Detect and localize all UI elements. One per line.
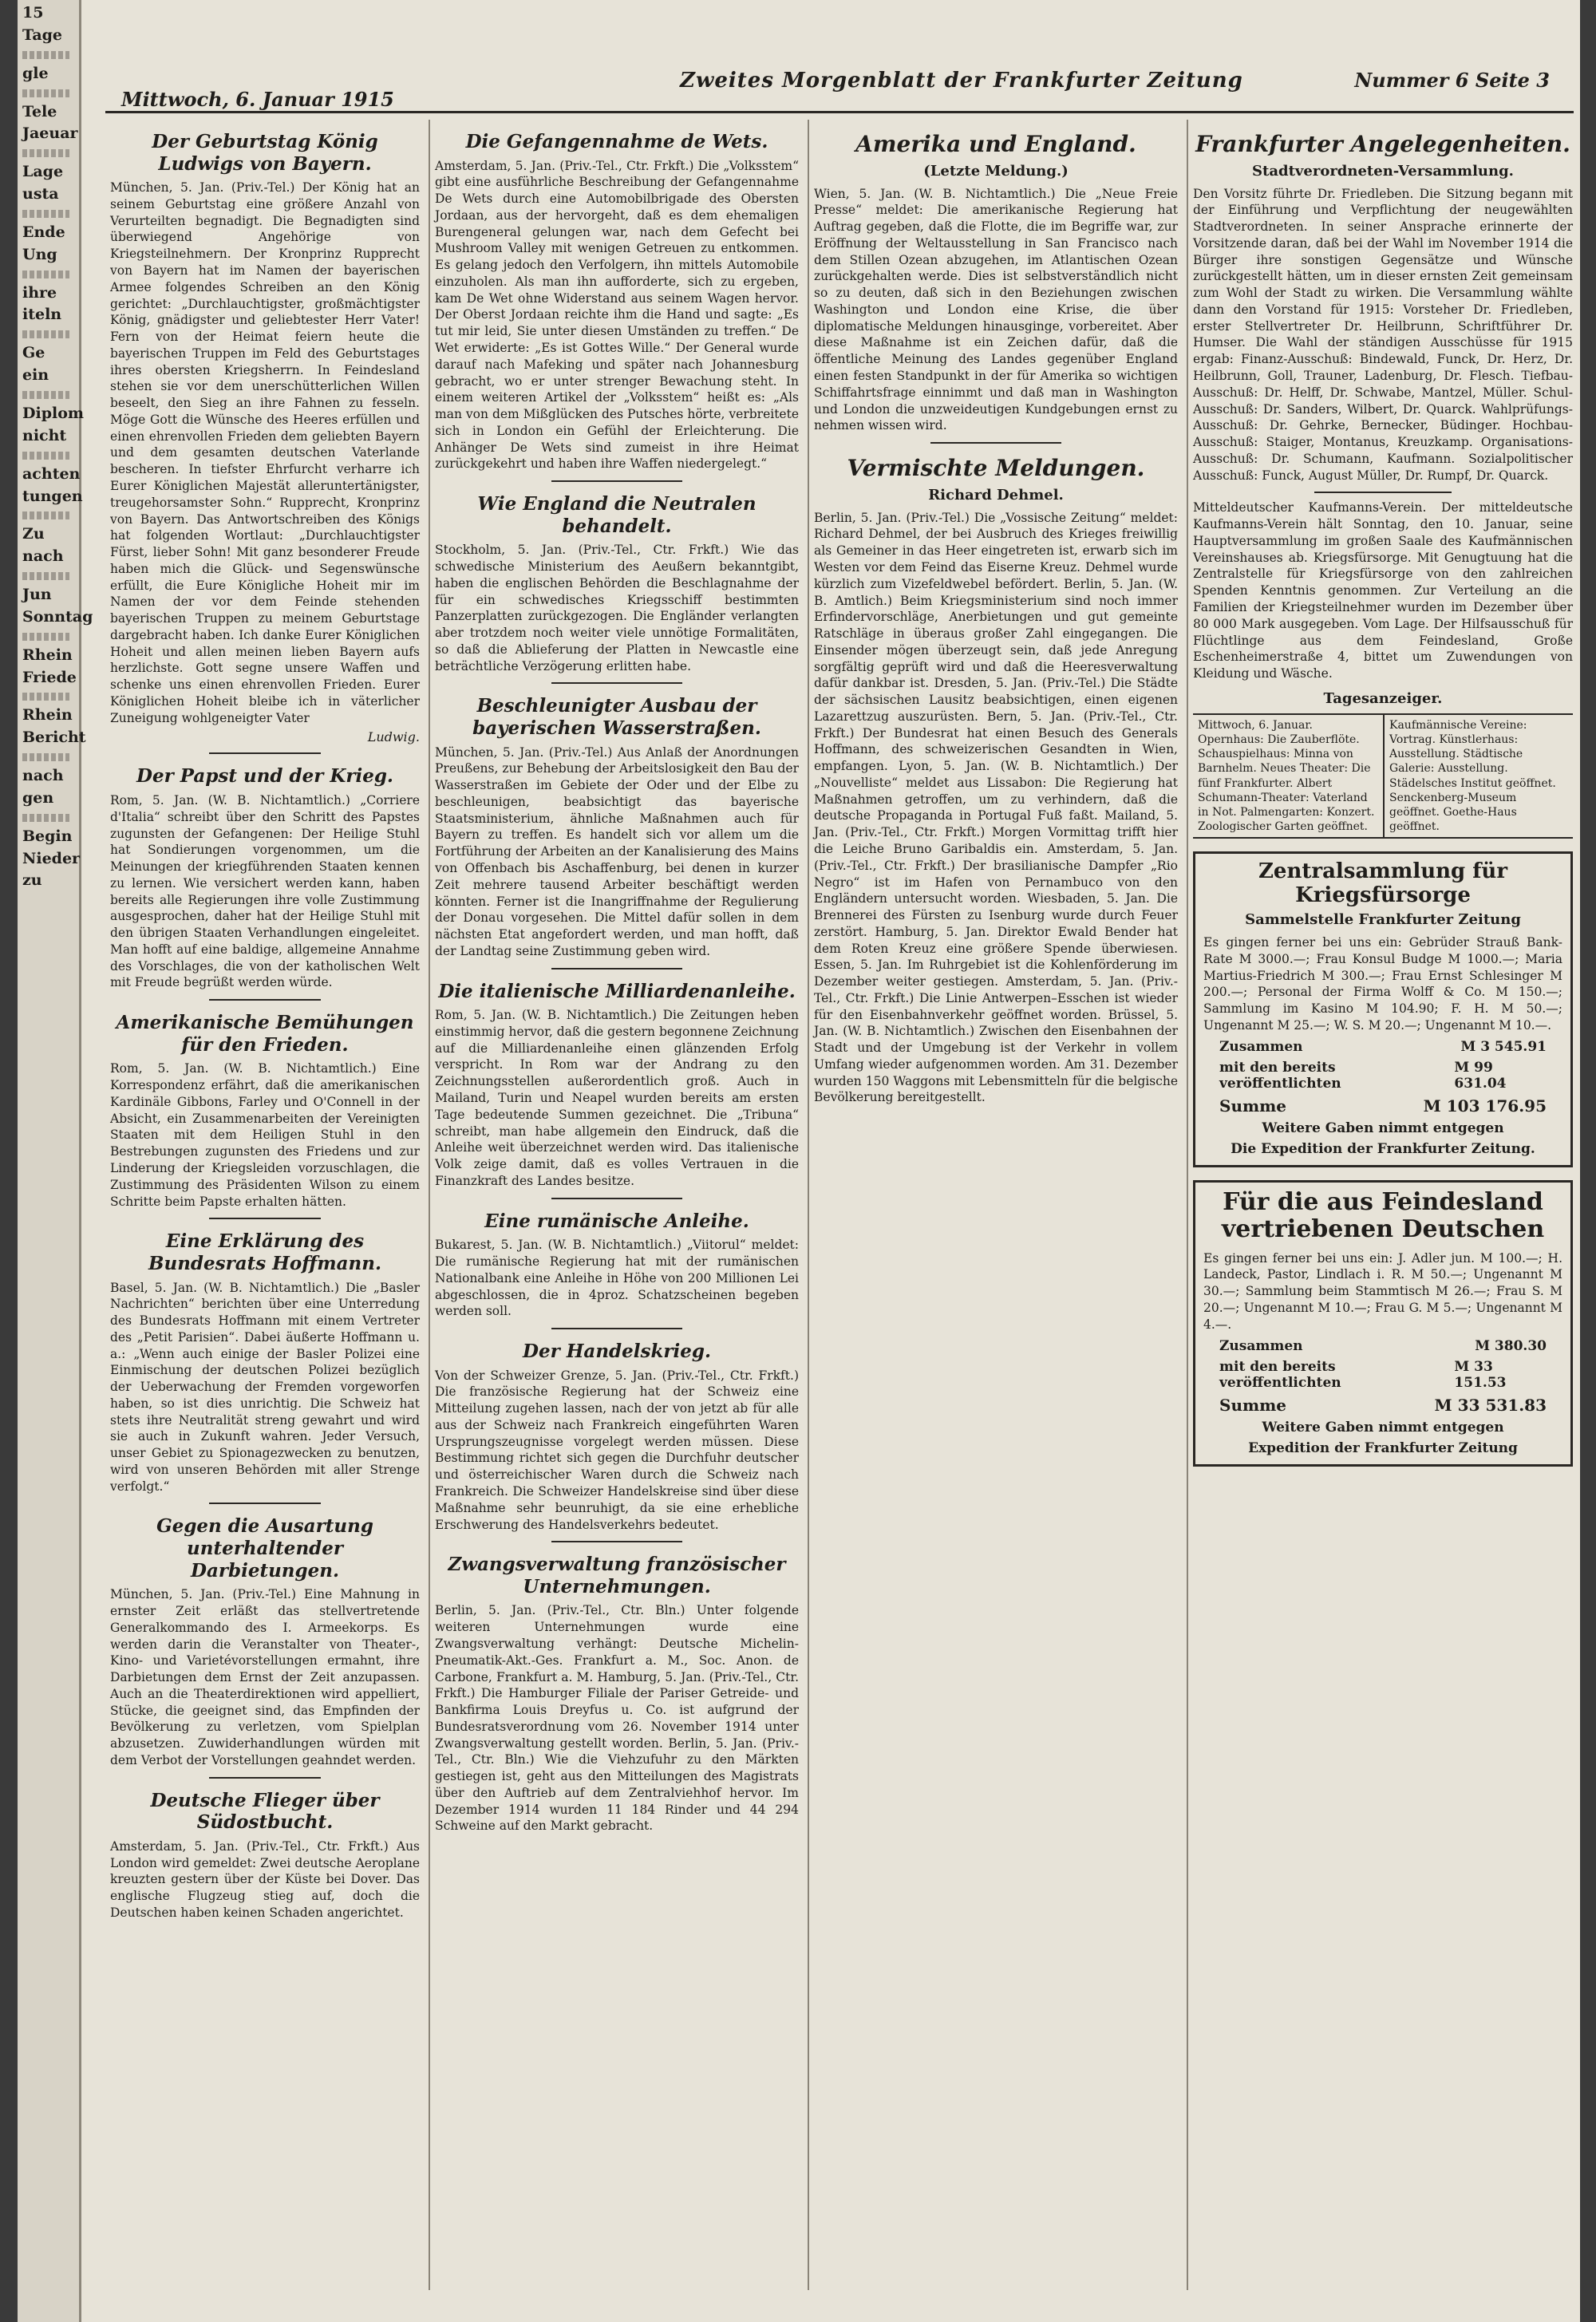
article-headline: Beschleunigter Ausbau der bayerischen Wasserstraßen. <box>472 695 761 740</box>
box-subtitle: Sammelstelle Frankfurter Zeitung <box>1245 911 1521 929</box>
article-signature: Ludwig. <box>367 729 420 745</box>
tagesanzeiger-table <box>1193 713 1573 839</box>
section-divider <box>1314 492 1451 493</box>
gutter-word: usta <box>22 185 59 203</box>
tagesanzeiger-left: Mittwoch, 6. Januar. Opernhaus: Die Zauberflöte. Schauspielhaus: Minna von Barnhelm. Neues Theater: Die fünf Frankfurter. Albert Schumann-Theater: Vaterland in Not. Palmengarten: Konzert. Zoologischer Garten geöffnet. <box>1198 718 1375 834</box>
section-divider <box>551 1541 682 1542</box>
article-headline: Eine Erklärung des Bundesrats Hoffmann. <box>148 1230 381 1274</box>
article-headline: Wie England die Neutralen behandelt. <box>477 493 757 537</box>
gutter-text-line <box>22 814 69 822</box>
gutter-word: achten <box>22 464 81 483</box>
tagesanzeiger-right: Kaufmännische Vereine: Vortrag. Künstlerhaus: Ausstellung. Städtische Galerie: Ausstellung. Städelsches Institut geöffnet. Senckenberg-Museum geöffnet. Goethe-Haus geöffnet. <box>1383 715 1573 838</box>
article-headline: Die Gefangennahme de Wets. <box>465 131 768 152</box>
gutter-word: gle <box>22 64 49 82</box>
gutter-word: ihre <box>22 283 57 302</box>
article-body: Mitteldeutscher Kaufmanns-Verein. Der mitteldeutsche Kaufmanns-Verein hält Sonntag, den 10. Januar, seine Hauptversammlung im großen Saale des Kaufmännischen Vereinshauses ab. Kriegsfürsorge. Mit Genugtuung hat die Zentralstelle für Kriegsfürsorge von den zahlreichen Spenden Kenntnis genommen. Zur Verteilung an die Familien der Kriegsteilnehmer wurden im Dezember über 80 000 Mark ausgegeben. Vom Lage. Der Hilfsausschuß für Flüchtlinge aus dem Feindesland, Große Eschenheimerstraße 4, bittet um Zuwendungen von Kleidung und Wäsche. <box>1193 500 1573 681</box>
article-headline: Deutsche Flieger über Südostbucht. <box>150 1789 380 1834</box>
previous-value: M 99 631.04 <box>1454 1059 1507 1092</box>
article-body: München, 5. Jan. (Priv.-Tel.) Der König hat an seinem Geburtstag eine größere Anzahl von Verurteilten begnadigt. Die Begnadigten sind überwiegend Angehörige von Kriegsteilnehmern. Der Kronprinz Rupprecht von Bayern hat im Namen der bayerischen Armee folgendes Schreiben an den König gerichtet: „Durchlauchtigster, großmächtigster König, gnädigster und geliebtester Herr Vater! Fern von der Heimat feiern heute die bayerischen Truppen im Feld des Geburtstages ihres obersten Kriegsherrn. In Feindesland stehen sie vor dem unerschütterlichen Willen beseelt, den Sieg an ihre Fahnen zu fesseln. Möge Gott die Wünsche des Heeres erfüllen und einen ehrenvollen Frieden dem geliebten Bayern und dem gesamten deutschen Vaterlande bescheren. In tiefster Ehrfurcht verharre ich Eurer Königlichen Majestät alleruntertänigster, treugehorsamster Sohn.“ Rupprecht, Kronprinz von Bayern. Das Antwortschreiben des Königs hat folgenden Wortlaut: „Durchlauchtigster Fürst, lieber Sohn! Mit ganz besonderer Freude haben mich die Glück- und Segenswünsche erfüllt, die Eure Königliche Hoheit mir im Namen der vor dem Feinde stehenden bayerischen Truppen zu meinem Geburtstage dargebracht haben. Ich danke Eurer Königlichen Hoheit und allen meinen lieben Bayern aufs herzlichste. Gott segne unsere Waffen und schenke uns einen ehrenvollen Frieden. Eurer Königlichen Hoheit bleibe ich in väterlicher Zuneigung wohlgeneigter Vater <box>110 180 420 725</box>
gutter-word: Friede <box>22 668 77 686</box>
gutter-word: Jaeuar <box>22 124 78 143</box>
article-headline: Der Papst und der Krieg. <box>136 765 393 788</box>
sum-label: Zusammen <box>1219 1337 1303 1354</box>
previous-label: mit den bereits veröffentlichten <box>1219 1358 1341 1391</box>
column-1 <box>105 120 425 2290</box>
gutter-word: Ung <box>22 245 57 263</box>
section-divider <box>551 1198 682 1199</box>
gutter-word: Begin <box>22 827 73 845</box>
gutter-word: Sonntag <box>22 607 93 626</box>
article-headline: Zwangsverwaltung französischer Unternehmungen. <box>448 1554 786 1597</box>
section-divider <box>551 968 682 969</box>
gutter-word: Rhein <box>22 646 73 664</box>
gutter-word: gen <box>22 788 54 807</box>
article-body: Wien, 5. Jan. (W. B. Nichtamtlich.) Die „Neue Freie Presse“ meldet: Die amerikanische Regierung hat Auftrag gegeben, daß die Flotte, die im Begriffe war, zur Eröffnung der Weltausstellung in San Francisco nach dem Stillen Ozean abzugehen, im Atlantischen Ozean zurückgehalten werde. Dies ist selbstverständlich nicht so zu deuten, daß sich in den Beziehungen zwischen Washington und London eine Krise, die über diplomatische Meldungen hinausginge, vorbereitet. Aber diese Maßnahme ist ein Zeichen dafür, daß die öffentliche Meinung des Landes gegenüber England einen festen Standpunkt in der für Amerika so wichtigen Schiffahrtsfrage einnimmt und daß man in Washington und London die unzweideutigen Kundgebungen ernst zu nehmen wissen wird. <box>814 186 1178 433</box>
box-closing: Expedition der Frankfurter Zeitung <box>1248 1439 1518 1456</box>
gutter-word: ein <box>22 366 49 385</box>
article-body: Amsterdam, 5. Jan. (Priv.-Tel., Ctr. Frkft.) Die „Volksstem“ gibt eine ausführliche Beschreibung der Gefangennahme De Wets durch eine Automobilbrigade des Obersten Jordaan, aus der hervorgeht, daß es dem ehemaligen Burengeneral gelungen war, nach dem Gefecht bei Mushroom Valley mit wenigen Getreuen zu entkommen. Es gelang jedoch den Verfolgern, ihn mittels Automobile einzuholen. Als man ihn aufforderte, sich zu ergeben, kam De Wet ohne Widerstand aus seinem Wagen hervor. Der Oberst Jordaan reichte ihm die Hand und sagte: „Es tut mir leid, Sie unter diesen Umständen zu treffen.“ De Wet erwiderte: „Es ist Gottes Wille.“ Der General wurde darauf nach Mafeking und später nach Johannesburg gebracht, wo er unter strenger Bewachung steht. In einem weiteren Artikel der „Volksstem“ heißt es: „Als man von dem Mißglücken des Putsches hörte, verbreitete sich in London ein Gefühl der Erleichterung. Die Anhänger De Wets sind zumeist in ihre Heimat zurückgekehrt und haben ihre Waffen niedergelegt.“ <box>435 158 799 472</box>
section-divider <box>551 1328 682 1329</box>
gutter-word: nicht <box>22 426 67 444</box>
gutter-word: Rhein <box>22 706 73 725</box>
donation-list: Es gingen ferner bei uns ein: J. Adler jun. M 100.—; H. Landeck, Pastor, Lindlach i. R. M 50.—; Ungenannt M 30.—; Sammlung beim Stammtisch M 26.—; Frau S. M 20.—; Ungenannt M 10.—; Frau G. M 5.—; Ungenannt M 4.—. <box>1203 1250 1562 1332</box>
total-label: Summe <box>1219 1395 1287 1415</box>
article-headline: Amerika und England. <box>855 131 1136 157</box>
masthead <box>105 64 1574 113</box>
gutter-text-line <box>22 149 69 157</box>
gutter-word: Tage <box>22 26 63 44</box>
gutter-word: Nieder <box>22 849 81 867</box>
sum-value: M 380.30 <box>1475 1337 1547 1354</box>
gutter-text-line <box>22 572 69 580</box>
section-headline: Frankfurter Angelegenheiten. <box>1195 131 1570 157</box>
previous-value: M 33 151.53 <box>1454 1358 1507 1391</box>
total-value: M 33 531.83 <box>1434 1395 1547 1415</box>
article-subhead: Stadtverordneten-Versammlung. <box>1252 162 1514 180</box>
article-headline: Der Geburtstag König Ludwigs von Bayern. <box>152 131 378 175</box>
gutter-word: nach <box>22 767 64 785</box>
gutter-word: iteln <box>22 306 62 324</box>
section-divider <box>551 682 682 684</box>
box-title: Für die aus Feindesland vertriebenen Deutschen <box>1221 1187 1545 1244</box>
gutter-text-line <box>22 511 69 519</box>
article-body: Den Vorsitz führte Dr. Friedleben. Die Sitzung begann mit der Einführung und Verpflichtung der neugewählten Stadtverordneten. In seiner Ansprache erinnerte der Vorsitzende daran, daß bei der Wahl im November 1914 die Bürger ihre sonstigen Gegensätze und Wünsche zurückgestellt hätten, um in dieser ernsten Zeit gemeinsam zum Wohl der Stadt zu wirken. Die Versammlung wählte dann den Vorstand für 1915: Vorsteher Dr. Friedleben, erster Stellvertreter Dr. Heilbrunn, Schriftführer Dr. Humser. Die Wahl der ständigen Ausschüsse für 1915 ergab: Finanz-Ausschuß: Bindewald, Funck, Dr. Herz, Dr. Heilbrunn, Goll, Trauner, Ladenburg, Dr. Flesch. Tiefbau-Ausschuß: Dr. Helff, Dr. Schwabe, Mantzel, Müller. Schul-Ausschuß: Dr. Sanders, Wilbert, Dr. Quarck. Wahlprüfungs-Ausschuß: Dr. Gehrke, Bernecker, Büdinger. Hochbau-Ausschuß: Staiger, Montanus, Kreuzkamp. Organisations-Ausschuß: Dr. Schumann, Kaufmann. Sozialpolitischer Ausschuß: Funck, August Müller, Dr. Rumpf, Dr. Quarck. <box>1193 186 1573 483</box>
section-divider <box>209 1218 321 1219</box>
section-divider <box>209 752 321 754</box>
gutter-text-line <box>22 51 69 59</box>
gutter-page-ref: 15 <box>22 4 44 22</box>
article-body: Von der Schweizer Grenze, 5. Jan. (Priv.-Tel., Ctr. Frkft.) Die französische Regierung hat der Schweiz eine Mitteilung zugehen lassen, nach der von jetzt ab für alle aus der Schweiz nach Frankreich eingeführten Waren Ursprungszeugnisse vorgelegt werden müssen. Diese Bestimmung richtet sich gegen die Durchfuhr deutscher und österreichischer Waren durch die Schweiz nach Frankreich. Die Schweizer Handelskreise sind über diese Maßnahme sehr beunruhigt, da sie eine erhebliche Erschwerung des Handelsverkehrs bedeutet. <box>435 1368 799 1532</box>
article-headline: Gegen die Ausartung unterhaltender Darbietungen. <box>156 1515 373 1582</box>
page-number: Nummer 6 Seite 3 <box>1354 69 1550 92</box>
donation-list: Es gingen ferner bei uns ein: Gebrüder Strauß Bank-Rate M 3000.—; Frau Konsul Budge M 1000.—; Maria Martius-Friedrich M 300.—; Frau Ernst Schlesinger M 200.—; Personal der Firma Wolff & Co. M 150.—; Sammlung im Kasino M 104.90; F. H. M 50.—; Ungenannt M 25.—; W. S. M 20.—; Ungenannt M 10.—. <box>1203 935 1562 1033</box>
gutter-text-line <box>22 633 69 641</box>
article-body: Berlin, 5. Jan. (Priv.-Tel., Ctr. Bln.) Unter folgende weiteren Unternehmungen wurde eine Zwangsverwaltung verhängt: Deutsche Michelin-Pneumatik-Akt.-Ges. Frankfurt a. M., Soc. Anon. de Carbone, Frankfurt a. M. Hamburg, 5. Jan. (Priv.-Tel., Ctr. Frkft.) Die Hamburger Filiale der Pariser Getreide- und Bankfirma Louis Dreyfus u. Co. ist aufgrund der Bundesratsverordnung vom 26. November 1914 unter Zwangsverwaltung gestellt worden. Berlin, 5. Jan. (Priv.-Tel., Ctr. Bln.) Wie die Viehzufuhr zu den Märkten gestiegen ist, geht aus den Mitteilungen des Magistrats über den Auftrieb auf dem Zentralviehhof hervor. Im Dezember 1914 wurden 11 184 Rinder und 44 294 Schweine auf den Markt gebracht. <box>435 1603 799 1834</box>
sum-row <box>1219 1039 1547 1055</box>
tagesanzeiger-title: Tagesanzeiger. <box>1323 689 1443 707</box>
gutter-word: Zu <box>22 525 45 543</box>
gutter-word: Ge <box>22 344 45 362</box>
gutter-text-line <box>22 693 69 701</box>
box-closing: Die Expedition der Frankfurter Zeitung. <box>1231 1140 1535 1157</box>
section-divider <box>209 1777 321 1779</box>
adjacent-page-gutter <box>18 0 93 2322</box>
article-headline: Amerikanische Bemühungen für den Frieden. <box>116 1012 414 1056</box>
article-headline: Eine rumänische Anleihe. <box>484 1210 749 1232</box>
article-body: München, 5. Jan. (Priv.-Tel.) Aus Anlaß der Anordnungen Preußens, zur Behebung der Arbeitslosigkeit den Bau der Wasserstraßen im Gebiete der Oder und der Elbe zu beschleunigen, beabsichtigt das bayerische Staatsministerium, ähnliche Maßnahmen auch für Bayern zu treffen. Es handelt sich vor allem um die Fortführung der Arbeiten an der Kanalisierung des Mains von Offenbach bis Aschaffenburg, bei denen in kurzer Zeit mehrere tausend Arbeiter beschäftigt werden könnten. Ferner ist die Inangriffnahme der Regulierung der Donau vorgesehen. Die Mittel dafür sollen in dem nächsten Etat angefordert werden, und man hofft, daß der Landtag seine Zustimmung geben wird. <box>435 744 799 958</box>
gutter-word: zu <box>22 871 42 890</box>
previous-row <box>1219 1359 1547 1391</box>
gutter-text-line <box>22 452 69 460</box>
gutter-word: Tele <box>22 102 57 120</box>
article-body: Bukarest, 5. Jan. (W. B. Nichtamtlich.) „Viitorul“ meldet: Die rumänische Regierung hat mit der rumänischen Nationalbank eine Anleihe in Höhe von 200 Millionen Lei abgeschlossen, die in 4proz. Schatzscheinen begeben werden soll. <box>435 1238 799 1319</box>
masthead-title: Zweites Morgenblatt der Frankfurter Zeitung <box>680 69 1243 93</box>
gutter-text-line <box>22 391 69 399</box>
donation-box-vertriebene <box>1193 1180 1573 1467</box>
column-4 <box>1187 120 1578 2290</box>
gutter-word: tungen <box>22 487 83 505</box>
gutter-text-line <box>22 753 69 761</box>
previous-row <box>1219 1060 1547 1092</box>
total-value: M 103 176.95 <box>1423 1096 1547 1116</box>
section-divider <box>209 999 321 1001</box>
previous-label: mit den bereits veröffentlichten <box>1219 1059 1341 1092</box>
gutter-word: Bericht <box>22 729 86 747</box>
section-divider <box>930 442 1061 444</box>
article-body: Amsterdam, 5. Jan. (Priv.-Tel., Ctr. Frkft.) Aus London wird gemeldet: Zwei deutsche Aeroplane kreuzten gestern über der Küste bei Dover. Das englische Flugzeug stieg auf, doch die Deutschen haben keinen Schaden angerichtet. <box>110 1838 420 1920</box>
article-body: Rom, 5. Jan. (W. B. Nichtamtlich.) Eine Korrespondenz erfährt, daß die amerikanischen Kardinäle Gibbons, Farley und O'Connell in der Absicht, ein Zusammenarbeiten der Vereinigten Staaten mit dem Heiligen Stuhl in den Bestrebungen zugunsten des Friedens und zur Linderung der Kriegsleiden vorzuschlagen, die Zustimmung des Präsidenten Wilson zu einem Schritte beim Papste erhalten hätten. <box>110 1061 420 1209</box>
article-body: Rom, 5. Jan. (W. B. Nichtamtlich.) „Corriere d'Italia“ schreibt über den Schritt des Papstes zugunsten der Gefangenen: Der Heilige Stuhl hat Sondierungen vorgenommen, um die Meinungen der kriegführenden Staaten kennen zu lernen. Wie versichert werden kann, haben bereits alle Regierungen ihre volle Zustimmung ausgesprochen, daher hat der Heilige Stuhl mit den übrigen Staaten Verhandlungen eingeleitet. Man hofft auf eine baldige, allgemeine Annahme des Vorschlages, die von der katholischen Welt mit Freude begrüßt werden würde. <box>110 793 420 990</box>
article-body: Basel, 5. Jan. (W. B. Nichtamtlich.) Die „Basler Nachrichten“ berichten über eine Unterredung des Bundesrats Hoffmann mit einem Vertreter des „Petit Parisien“. Dabei äußerte Hoffmann u. a.: „Wenn auch einige der Basler Polizei eine Einmischung der deutschen Polizei bezüglich der Ueberwachung der Fremden vorgeworfen haben, so ist dies unrichtig. Die Schweiz hat stets ihre Neutralität streng gewahrt und wird sie auch in Zukunft wahren. Jeder Versuch, unser Gebiet zu Spionagezwecken zu benutzen, wird von unseren Behörden mit aller Strenge verfolgt.“ <box>110 1280 420 1494</box>
article-headline: Vermischte Meldungen. <box>847 455 1145 482</box>
donation-box-kriegsfuersorge <box>1193 851 1573 1167</box>
article-body: Rom, 5. Jan. (W. B. Nichtamtlich.) Die Zeitungen heben einstimmig hervor, daß die gestern begonnene Zeichnung auf die Milliardenanleihe einen glänzenden Erfolg verspricht. In Rom war der Andrang zu den Zeichnungsstellen außerordentlich groß. Auch in Mailand, Turin und Neapel wurden bereits am ersten Tage bedeutende Summen gezeichnet. Die „Tribuna“ schreibt, man habe allgemein den Eindruck, daß die Anleihe weit überzeichnet werden wird. Das italienische Volk zeige damit, daß es volles Vertrauen in die Finanzkraft des Landes besitze. <box>435 1008 799 1188</box>
article-subhead: (Letzte Meldung.) <box>923 162 1069 180</box>
more-donations-note: Weitere Gaben nimmt entgegen <box>1262 1419 1504 1435</box>
gutter-word: Jun <box>22 586 52 604</box>
sum-value: M 3 545.91 <box>1460 1038 1547 1055</box>
box-title: Zentralsammlung für Kriegsfürsorge <box>1258 859 1508 908</box>
article-headline: Der Handelskrieg. <box>523 1341 711 1363</box>
gutter-text-line <box>22 271 69 278</box>
column-3 <box>808 120 1183 2290</box>
gutter-word: Lage <box>22 163 64 181</box>
article-subhead: Richard Dehmel. <box>928 486 1064 503</box>
gutter-text-line <box>22 330 69 338</box>
total-row <box>1219 1096 1547 1116</box>
total-row <box>1219 1396 1547 1415</box>
issue-date: Mittwoch, 6. Januar 1915 <box>121 88 394 111</box>
sum-row <box>1219 1338 1547 1354</box>
column-2 <box>429 120 804 2290</box>
more-donations-note: Weitere Gaben nimmt entgegen <box>1262 1120 1504 1136</box>
gutter-word: Ende <box>22 223 65 241</box>
newspaper-page <box>18 0 1580 2322</box>
total-label: Summe <box>1219 1096 1287 1116</box>
article-body: Berlin, 5. Jan. (Priv.-Tel.) Die „Vossische Zeitung“ meldet: Richard Dehmel, der bei Ausbruch des Krieges freiwillig als Gemeiner in das Heer eingetreten ist, erwarb sich im Westen vor dem Feind das Eiserne Kreuz. Dehmel wurde kürzlich zum Vizefeldwebel befördert. Berlin, 5. Jan. (W. B. Amtlich.) Beim Kriegsministerium sind noch immer Erfindervorschläge, Anerbietungen und gut gemeinte Ratschläge in überaus großer Zahl eingegangen. Die Einsender mögen überzeugt sein, daß jede Anregung sorgfältig geprüft wird und daß die Heeresverwaltung dafür dankbar ist. Dresden, 5. Jan. (Priv.-Tel.) Die Städte der sächsischen Lausitz beabsichtigen, einen eigenen Lazarettzug auszurüsten. Bern, 5. Jan. (Priv.-Tel., Ctr. Frkft.) Der Bundesrat hat einen Besuch des Generals Hoffmann, des schweizerischen Gesandten in Wien, empfangen. Lyon, 5. Jan. (W. B. Nichtamtlich.) Der „Nouvelliste“ meldet aus Lissabon: Die Regierung hat Maßnahmen getroffen, um zu verhindern, daß die deutsche Propaganda in Portugal Fuß faßt. Mailand, 5. Jan. (Priv.-Tel., Ctr. Frkft.) Morgen Vormittag trifft hier die Leiche Bruno Garibaldis ein. Amsterdam, 5. Jan. (Priv.-Tel., Ctr. Frkft.) Der brasilianische Dampfer „Rio Negro“ ist im Hafen von Pernambuco von den Engländern untersucht worden. Wiesbaden, 5. Jan. Die Brennerei des Fürsten zu Isenburg wurde durch Feuer zerstört. Hamburg, 5. Jan. Direktor Ewald Bender hat dem Roten Kreuz eine größere Spende überwiesen. Essen, 5. Jan. Im Ruhrgebiet ist die Kohlenförderung im Dezember weiter gestiegen. Amsterdam, 5. Jan. (Priv.-Tel., Ctr. Frkft.) Die Linie Antwerpen–Esschen ist wieder für den Eisenbahnverkehr geöffnet worden. Brüssel, 5. Jan. (W. B. Nichtamtlich.) Zwischen den Eisenbahnen der Stadt und der Umgebung ist der Verkehr in vollem Umfang wieder aufgenommen worden. Am 31. Dezember wurden 150 Waggons mit Lebensmitteln für die belgische Bevölkerung bereitgestellt. <box>814 510 1178 1105</box>
article-body: Stockholm, 5. Jan. (Priv.-Tel., Ctr. Frkft.) Wie das schwedische Ministerium des Aeußern bekanntgibt, haben die englischen Behörden die Beschlagnahme der für ein schwedisches Kriegsschiff bestimmten Panzerplatten zurückgezogen. Die Engländer verlangten aber trotzdem noch weiter viele unnötige Formalitäten, so daß die Ablieferung der Platten in Newcastle eine beträchtliche Verzögerung erlitten habe. <box>435 543 799 673</box>
section-divider <box>209 1503 321 1504</box>
section-divider <box>551 480 682 482</box>
gutter-word: Diplom <box>22 404 84 422</box>
gutter-text-line <box>22 210 69 218</box>
gutter-word: nach <box>22 547 64 566</box>
gutter-text-line <box>22 89 69 97</box>
article-headline: Die italienische Milliardenanleihe. <box>438 980 796 1002</box>
article-body: München, 5. Jan. (Priv.-Tel.) Eine Mahnung in ernster Zeit erläßt das stellvertretende Generalkommando des I. Armeekorps. Es werden darin die Veranstalter von Theater-, Kino- und Varietévorstellungen ermahnt, ihre Darbietungen dem Ernst der Zeit anzupassen. Auch an die Theaterdirektionen wird appelliert, Stücke, die geeignet sind, das Empfinden der Bevölkerung zu verletzen, vom Spielplan abzusetzen. Zuwiderhandlungen würden mit dem Verbot der Vorstellungen geahndet werden. <box>110 1587 420 1767</box>
sum-label: Zusammen <box>1219 1038 1303 1055</box>
